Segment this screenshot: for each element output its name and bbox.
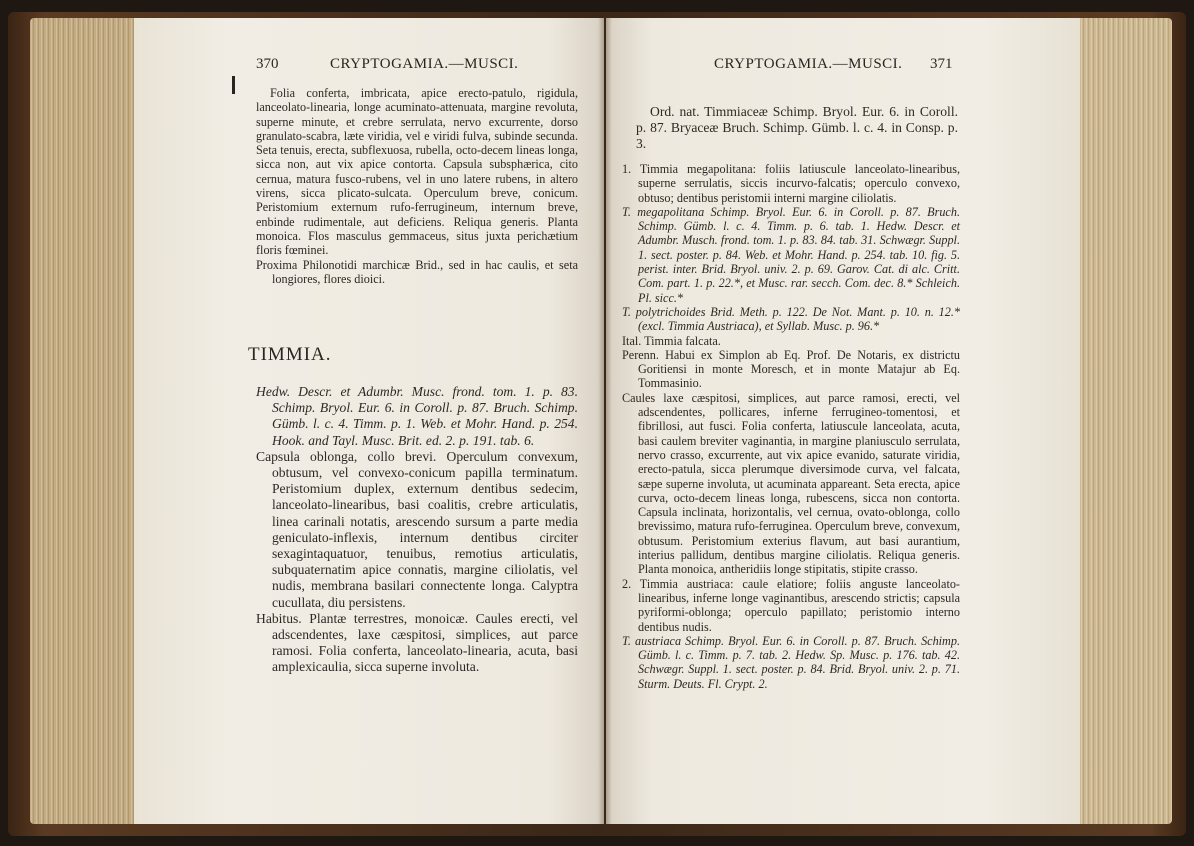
description-paragraph: Folia conferta, imbricata, apice erecto-patulo, rigidula, lanceolato-linearia, longe acuminato-attenuata, margine revoluta, superne minute, et crebre serrulata, nervo excurrente, dorso granulato-scabra, læte viridia, vel e viridi fulva, subinde secunda. Seta tenuis, erecta, subflexuosa, rubella, octo-decem lineas longa, sicca non, aut vix apice contorta. Capsula subsphærica, cito cernua, matura fusco-rubens, vel in uno latere rubens, in altero virens, sicca plicato-sulcata. Operculum breve, conicum. Peristomium externum rufo-ferrugineum, internum breve, enbinde rudimentale, aut deficiens. Reliqua generis. Planta monoica. Flos masculus gemmaceus, situs juxta perichætium floris fœminei. (256, 86, 578, 258)
running-header-left: CRYPTOGAMIA.—MUSCI. (330, 56, 519, 72)
caules-paragraph: Caules laxe cæspitosi, simplices, aut parce ramosi, erecti, vel adscendentes, pollicares, inferne ferrugineo-tomentosi, et fibrillosi, aut fusci. Folia conferta, latiuscule lanceolata, acuta, basi caulem breviter vaginantia, in margine planiusculo serrulata, nervo crasso, excurrente, aut vix apice evanido, saturate viridia, erecto-patula, sicca plerumque diversimode curva, vel falcata, sæpe superne involuta, ut acuminata appareant. Seta erecta, apice curva, octo-decem lineas longa, rubescens, sicca non contorta. Capsula inclinata, horizontalis, vel cernua, ovato-oblonga, collo brevissimo, matura rufo-ferruginea. Operculum breve, convexum, obtusum. Peristomium exterius flavum, aut basi aurantium, interius pallidum, dentibus margine ciliolatis. Reliqua generis. Planta monoica, antheridiis longe stipitatis, stipite crasso. (622, 390, 960, 577)
species-1-diagnosis: 1. Timmia megapolitana: foliis latiuscule lanceolato-linearibus, superne serrulatis, siccis incurvo-falcatis; operculo convexo, obtuso; dentibus peristomii interni margine ciliolatis. (622, 162, 960, 205)
species-2-diagnosis: 2. Timmia austriaca: caule elatiore; foliis anguste lanceolato-linearibus, inferne longe vaginantibus, arescendo strictis; capsula pyriformi-oblonga; operculo papillato; peristomio interno dentibus nudis. (622, 576, 960, 634)
page-number-left: 370 (256, 56, 279, 72)
genus-references: Hedw. Descr. et Adumbr. Musc. frond. tom. 1. p. 83. Schimp. Bryol. Eur. 6. in Coroll. p. 87. Bruch. Schimp. Gümb. l. c. 4. Timm. p. 1. Web. et Mohr. Hand. p. 254. Hook. and Tayl. Musc. Brit. ed. 2. p. 191. tab. 6. (256, 384, 578, 448)
proxima-paragraph: Proxima Philonotidi marchicæ Brid., sed in hac caulis, et seta longiores, flores dioici. (256, 257, 578, 286)
left-text-top (256, 86, 578, 286)
book-gutter (598, 18, 612, 824)
ordo-paragraph: Ord. nat. Timmiaceæ Schimp. Bryol. Eur. 6. in Coroll. p. 87. Bryaceæ Bruch. Schimp. Gümb. l. c. 4. in Consp. p. 3. (636, 104, 958, 152)
running-header-right: CRYPTOGAMIA.—MUSCI. (714, 56, 903, 72)
left-text-genus (256, 384, 578, 676)
perenn-paragraph: Perenn. Habui ex Simplon ab Eq. Prof. De Notaris, ex districtu Goritiensi in monte Moresch, et in monte Matajur ab Eq. Tommasinio. (622, 347, 960, 391)
margin-mark (232, 76, 235, 94)
habitus-paragraph: Habitus. Plantæ terrestres, monoicæ. Caules erecti, vel adscendentes, laxe cæspitosi, simplices, aut parce ramosi. Folia conferta, lanceolato-linearia, acuta, basi amplexicaulia, sicca superne involuta. (256, 610, 578, 675)
page-number-right: 371 (930, 56, 953, 72)
genus-title: TIMMIA. (248, 344, 332, 365)
italian-name: Ital. Timmia falcata. (622, 333, 721, 348)
species-1-synonym-2: T. polytrichoides Brid. Meth. p. 122. De Not. Mant. p. 10. n. 12.* (excl. Timmia Austriaca), et Syllab. Musc. p. 96.* (622, 304, 960, 334)
page-edges-right (1080, 18, 1172, 824)
right-text-species (622, 162, 960, 691)
species-2-synonyms: T. austriaca Schimp. Bryol. Eur. 6. in Coroll. p. 87. Bruch. Schimp. Gümb. l. c. Timm. p. 7. tab. 2. Hedw. Sp. Musc. p. 176. tab. 42. Schwægr. Suppl. 1. sect. poster. p. 84. Brid. Bryol. univ. 2. p. 71. Sturm. Deuts. Fl. Crypt. 2. (622, 633, 960, 691)
page-edges-left (30, 18, 134, 824)
species-1-synonyms: T. megapolitana Schimp. Bryol. Eur. 6. in Coroll. p. 87. Bruch. Schimp. Gümb. l. c. 4. Timm. p. 6. tab. 1. Hedw. Descr. et Adumbr. Musch. frond. tom. 1. p. 83. 84. tab. 31. Schwægr. Suppl. 1. sect. poster. p. 84. Web. et Mohr. Hand. p. 254. tab. 10. fig. 5. perist. inter. Brid. Bryol. univ. 2. p. 69. Garov. Cat. di alc. Critt. Com. part. 1. p. 22.*, et Musc. rar. secch. Com. dec. 8.* Schleich. Pl. sicc.* (622, 204, 960, 305)
capsula-paragraph: Capsula oblonga, collo brevi. Operculum convexum, obtusum, vel convexo-conicum papilla terminatum. Peristomium duplex, externum dentibus sedecim, lanceolato-linearibus, basi coalitis, crebre articulatis, linea carinali notatis, arescendo sursum a parte media geniculato-inflexis, internum dentibus circiter sexagintaquatuor, tenuibus, remotius articulatis, subquaternatim apice connatis, margine ciliolatis, vel nudis, membrana basilari connectente longa. Calyptra cucullata, diu persistens. (256, 448, 578, 610)
right-text-ord (636, 104, 958, 153)
